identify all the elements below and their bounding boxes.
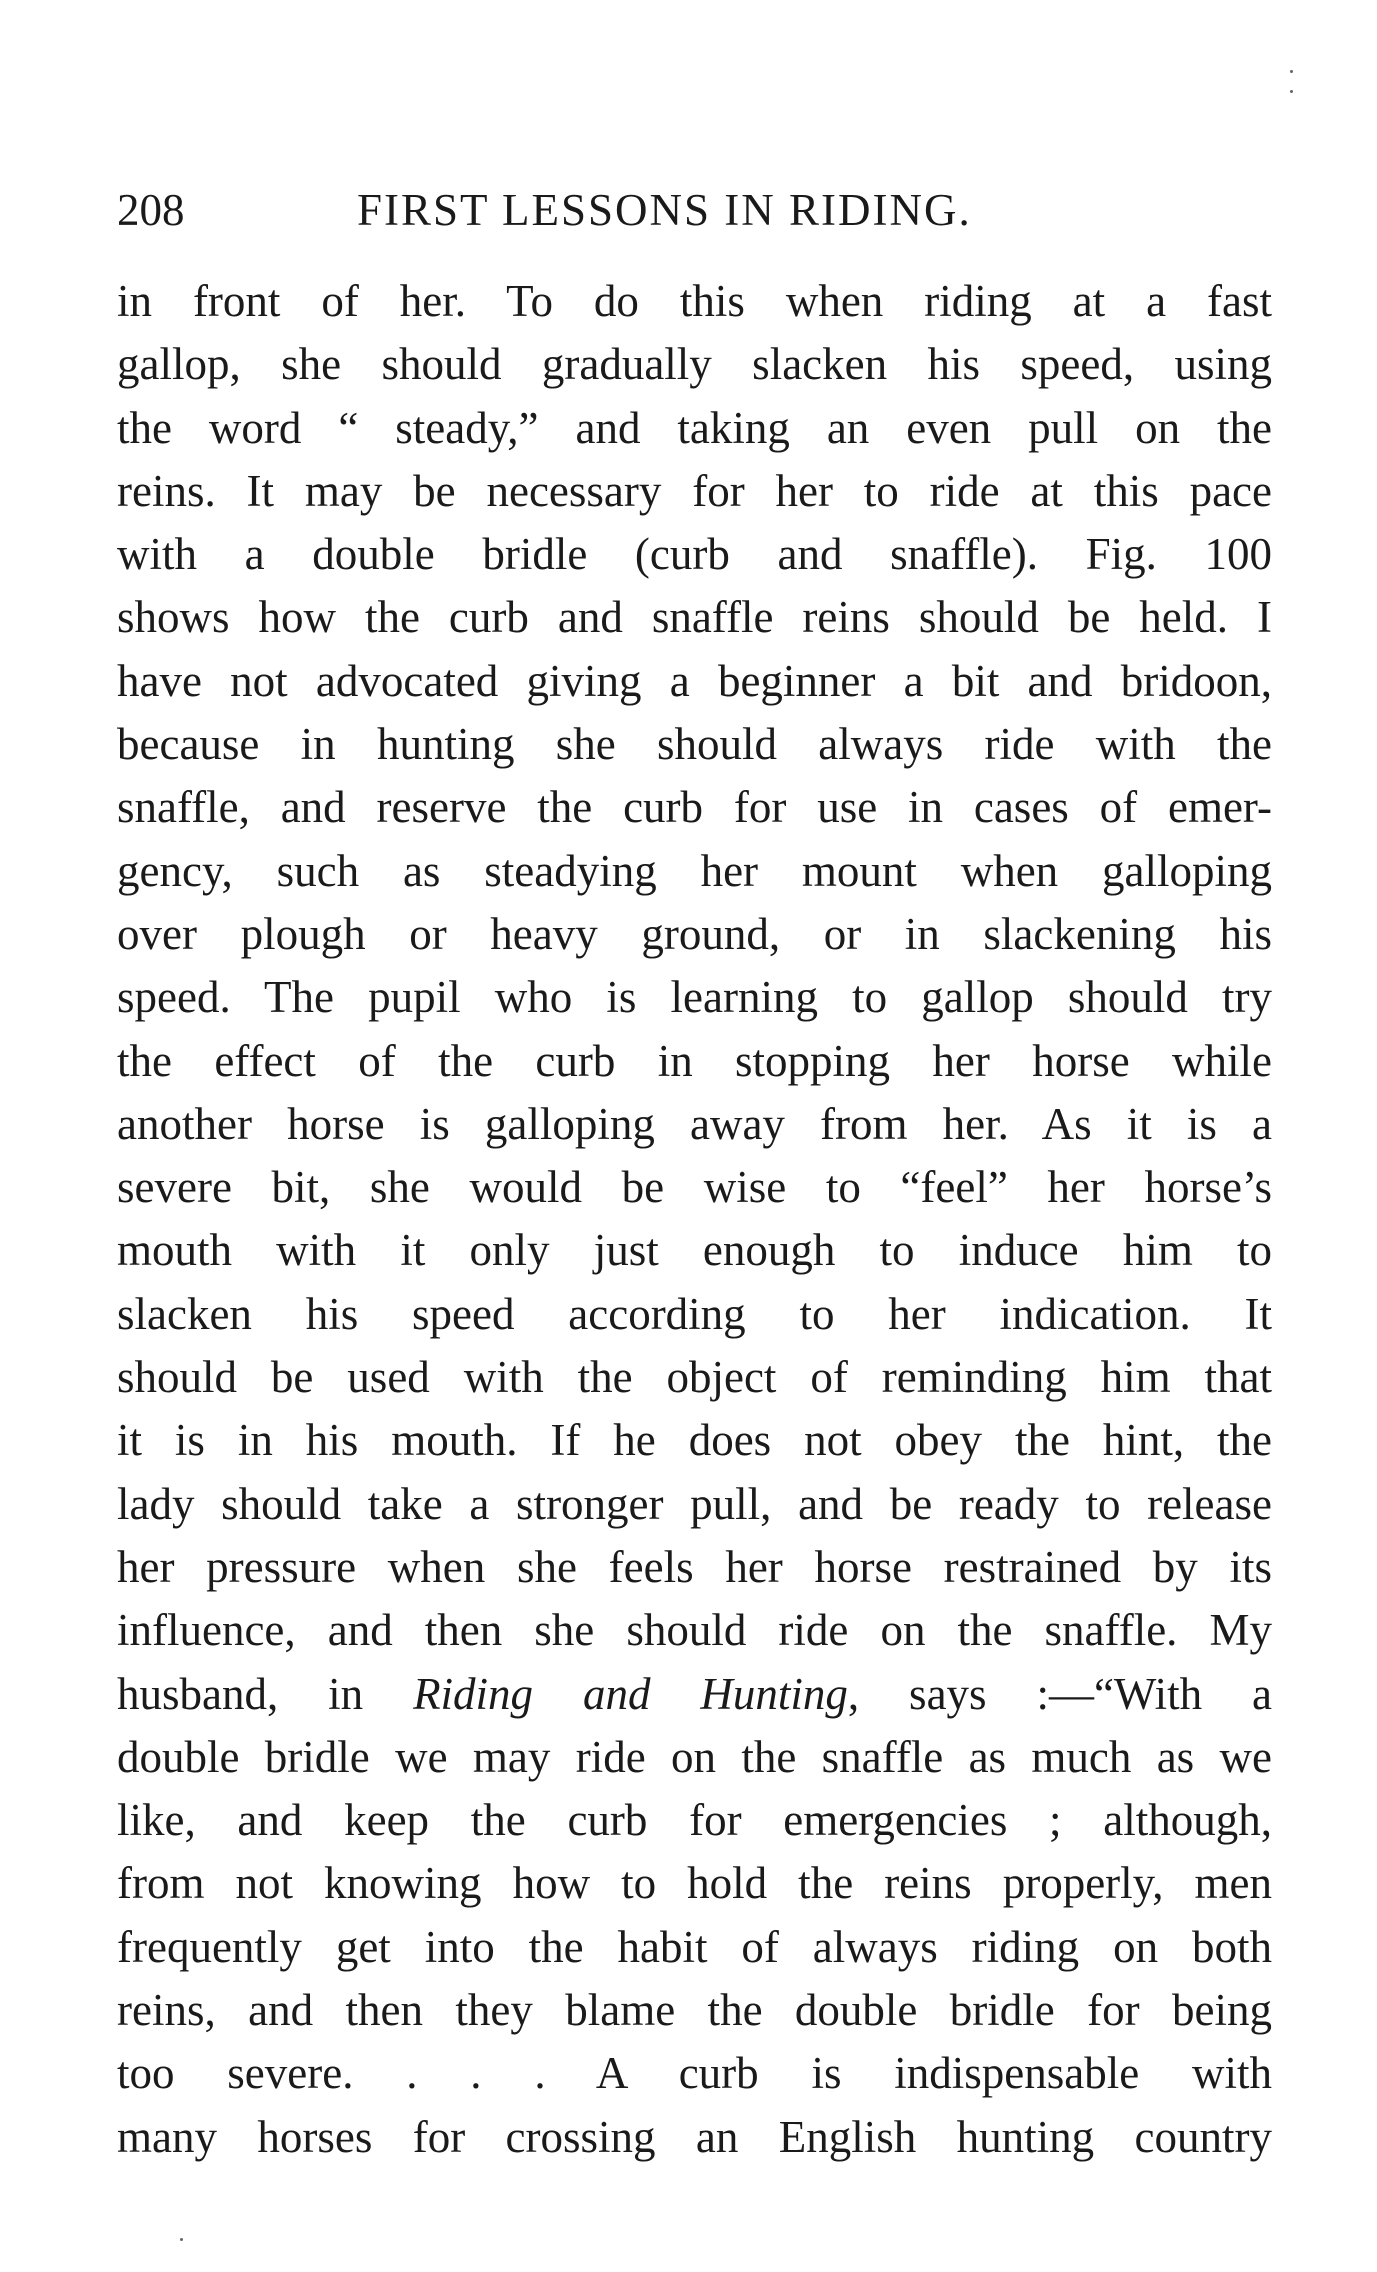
page-number: 208 bbox=[117, 185, 185, 235]
text-line: the word “ steady,” and taking an even pull on the bbox=[117, 402, 1272, 453]
text-line: have not advocated giving a beginner a bit and bridoon, bbox=[117, 655, 1272, 706]
text-line: shows how the curb and snaffle reins should be held. I bbox=[117, 592, 1272, 643]
text-line: severe bit, she would be wise to “feel” her horse’s bbox=[117, 1162, 1272, 1213]
text-line: gallop, she should gradually slacken his speed, using bbox=[117, 339, 1272, 390]
running-title: FIRST LESSONS IN RIDING. bbox=[357, 185, 972, 235]
text-line: influence, and then she should ride on the snaffle. My bbox=[117, 1605, 1272, 1656]
text-line: speed. The pupil who is learning to gallop should try bbox=[117, 972, 1272, 1023]
text-line: the effect of the curb in stopping her horse while bbox=[117, 1035, 1272, 1086]
text-line: many horses for crossing an English hunting country bbox=[117, 2111, 1272, 2162]
text-line: slacken his speed according to her indication. It bbox=[117, 1288, 1272, 1339]
body-text bbox=[117, 270, 1272, 2169]
text-segment: , says :—“With a bbox=[847, 1668, 1272, 1719]
page-header bbox=[117, 182, 1272, 238]
text-line: over plough or heavy ground, or in slackening his bbox=[117, 908, 1272, 959]
text-line: reins, and then they blame the double bridle for being bbox=[117, 1985, 1272, 2036]
text-segment: husband, in bbox=[117, 1668, 414, 1719]
paper-speck bbox=[1290, 70, 1293, 73]
text-line bbox=[117, 1663, 1272, 1726]
text-line: reins. It may be necessary for her to ride at this pace bbox=[117, 465, 1272, 516]
text-line: like, and keep the curb for emergencies ; although, bbox=[117, 1795, 1272, 1846]
text-line: too severe. . . . A curb is indispensable with bbox=[117, 2048, 1272, 2099]
text-line: another horse is galloping away from her. As it is a bbox=[117, 1098, 1272, 1149]
text-line: because in hunting she should always ride with the bbox=[117, 719, 1272, 770]
paper-speck bbox=[180, 2238, 183, 2241]
text-line: double bridle we may ride on the snaffle as much as we bbox=[117, 1731, 1272, 1782]
book-title: Riding and Hunting bbox=[413, 1668, 848, 1719]
text-line: snaffle, and reserve the curb for use in cases of emer- bbox=[117, 782, 1272, 833]
text-line: with a double bridle (curb and snaffle). Fig. 100 bbox=[117, 529, 1272, 580]
text-line: mouth with it only just enough to induce him to bbox=[117, 1225, 1272, 1276]
paper-speck bbox=[1290, 90, 1293, 93]
text-line: her pressure when she feels her horse restrained by its bbox=[117, 1541, 1272, 1592]
text-line: should be used with the object of reminding him that bbox=[117, 1352, 1272, 1403]
text-line: from not knowing how to hold the reins properly, men bbox=[117, 1858, 1272, 1909]
text-line: in front of her. To do this when riding at a fast bbox=[117, 276, 1272, 326]
text-line: it is in his mouth. If he does not obey the hint, the bbox=[117, 1415, 1272, 1466]
text-line: gency, such as steadying her mount when galloping bbox=[117, 845, 1272, 896]
text-line: frequently get into the habit of always riding on both bbox=[117, 1921, 1272, 1972]
text-line: lady should take a stronger pull, and be ready to release bbox=[117, 1478, 1272, 1529]
